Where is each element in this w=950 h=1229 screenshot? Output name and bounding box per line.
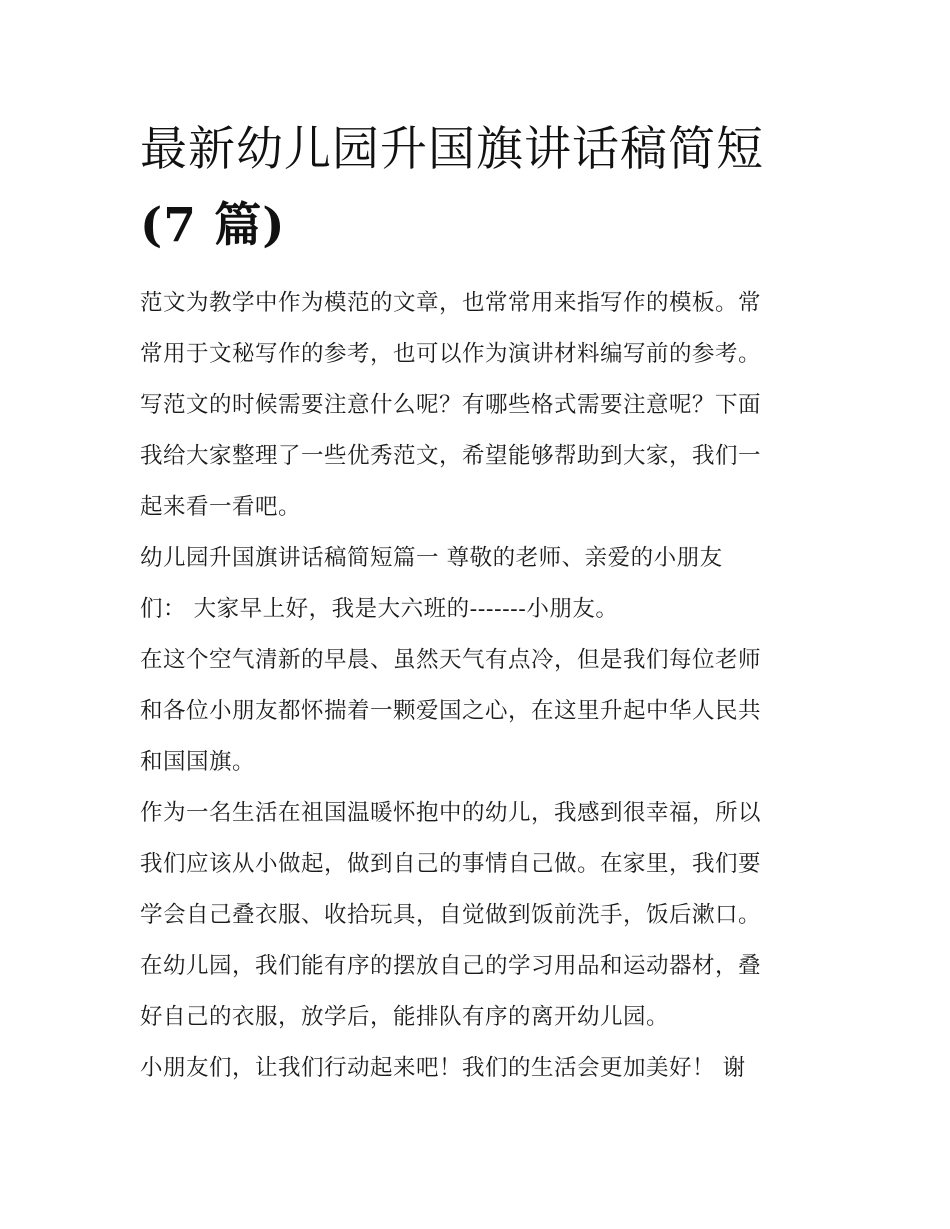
paragraph-line: 起来看一看吧。 <box>140 494 302 520</box>
document-title <box>140 112 816 264</box>
paragraph-line: 学会自己叠衣服、收拾玩具，自觉做到饭前洗手，饭后漱口。 <box>140 902 762 928</box>
title-line-2: (7 篇) <box>140 198 286 253</box>
paragraph-flag <box>140 635 816 788</box>
paragraph-line: 我给大家整理了一些优秀范文，希望能够帮助到大家，我们一 <box>140 443 762 469</box>
paragraph-line: 在这个空气清新的早晨、虽然天气有点冷，但是我们每位老师 <box>140 647 762 673</box>
paragraph-line: 好自己的衣服，放学后，能排队有序的离开幼儿园。 <box>140 1004 670 1030</box>
document-content <box>140 112 816 1094</box>
paragraph-line: 写范文的时候需要注意什么呢？有哪些格式需要注意呢？下面 <box>140 392 762 418</box>
paragraph-line: 小朋友们，让我们行动起来吧！我们的生活会更加美好！ 谢 <box>140 1055 746 1081</box>
paragraph-line: 们： 大家早上好，我是大六班的-------小朋友。 <box>140 596 619 622</box>
paragraph-line: 范文为教学中作为模范的文章，也常常用来指写作的模板。常 <box>140 290 762 316</box>
paragraph-line: 和国国旗。 <box>140 749 256 775</box>
paragraph-line: 作为一名生活在祖国温暖怀抱中的幼儿，我感到很幸福，所以 <box>140 800 762 826</box>
paragraph-line: 在幼儿园，我们能有序的摆放自己的学习用品和运动器材，叠 <box>140 953 762 979</box>
paragraph-line: 我们应该从小做起，做到自己的事情自己做。在家里，我们要 <box>140 851 762 877</box>
paragraph-greeting <box>140 533 816 635</box>
paragraph-habits <box>140 788 816 1043</box>
title-line-1: 最新幼儿园升国旗讲话稿简短 <box>140 122 764 177</box>
paragraph-closing <box>140 1043 816 1094</box>
paragraph-line: 幼儿园升国旗讲话稿简短篇一 尊敬的老师、亲爱的小朋友 <box>140 545 723 571</box>
paragraph-line: 常用于文秘写作的参考，也可以作为演讲材料编写前的参考。 <box>140 341 762 367</box>
paragraph-line: 和各位小朋友都怀揣着一颗爱国之心，在这里升起中华人民共 <box>140 698 762 724</box>
paragraph-intro <box>140 278 816 533</box>
